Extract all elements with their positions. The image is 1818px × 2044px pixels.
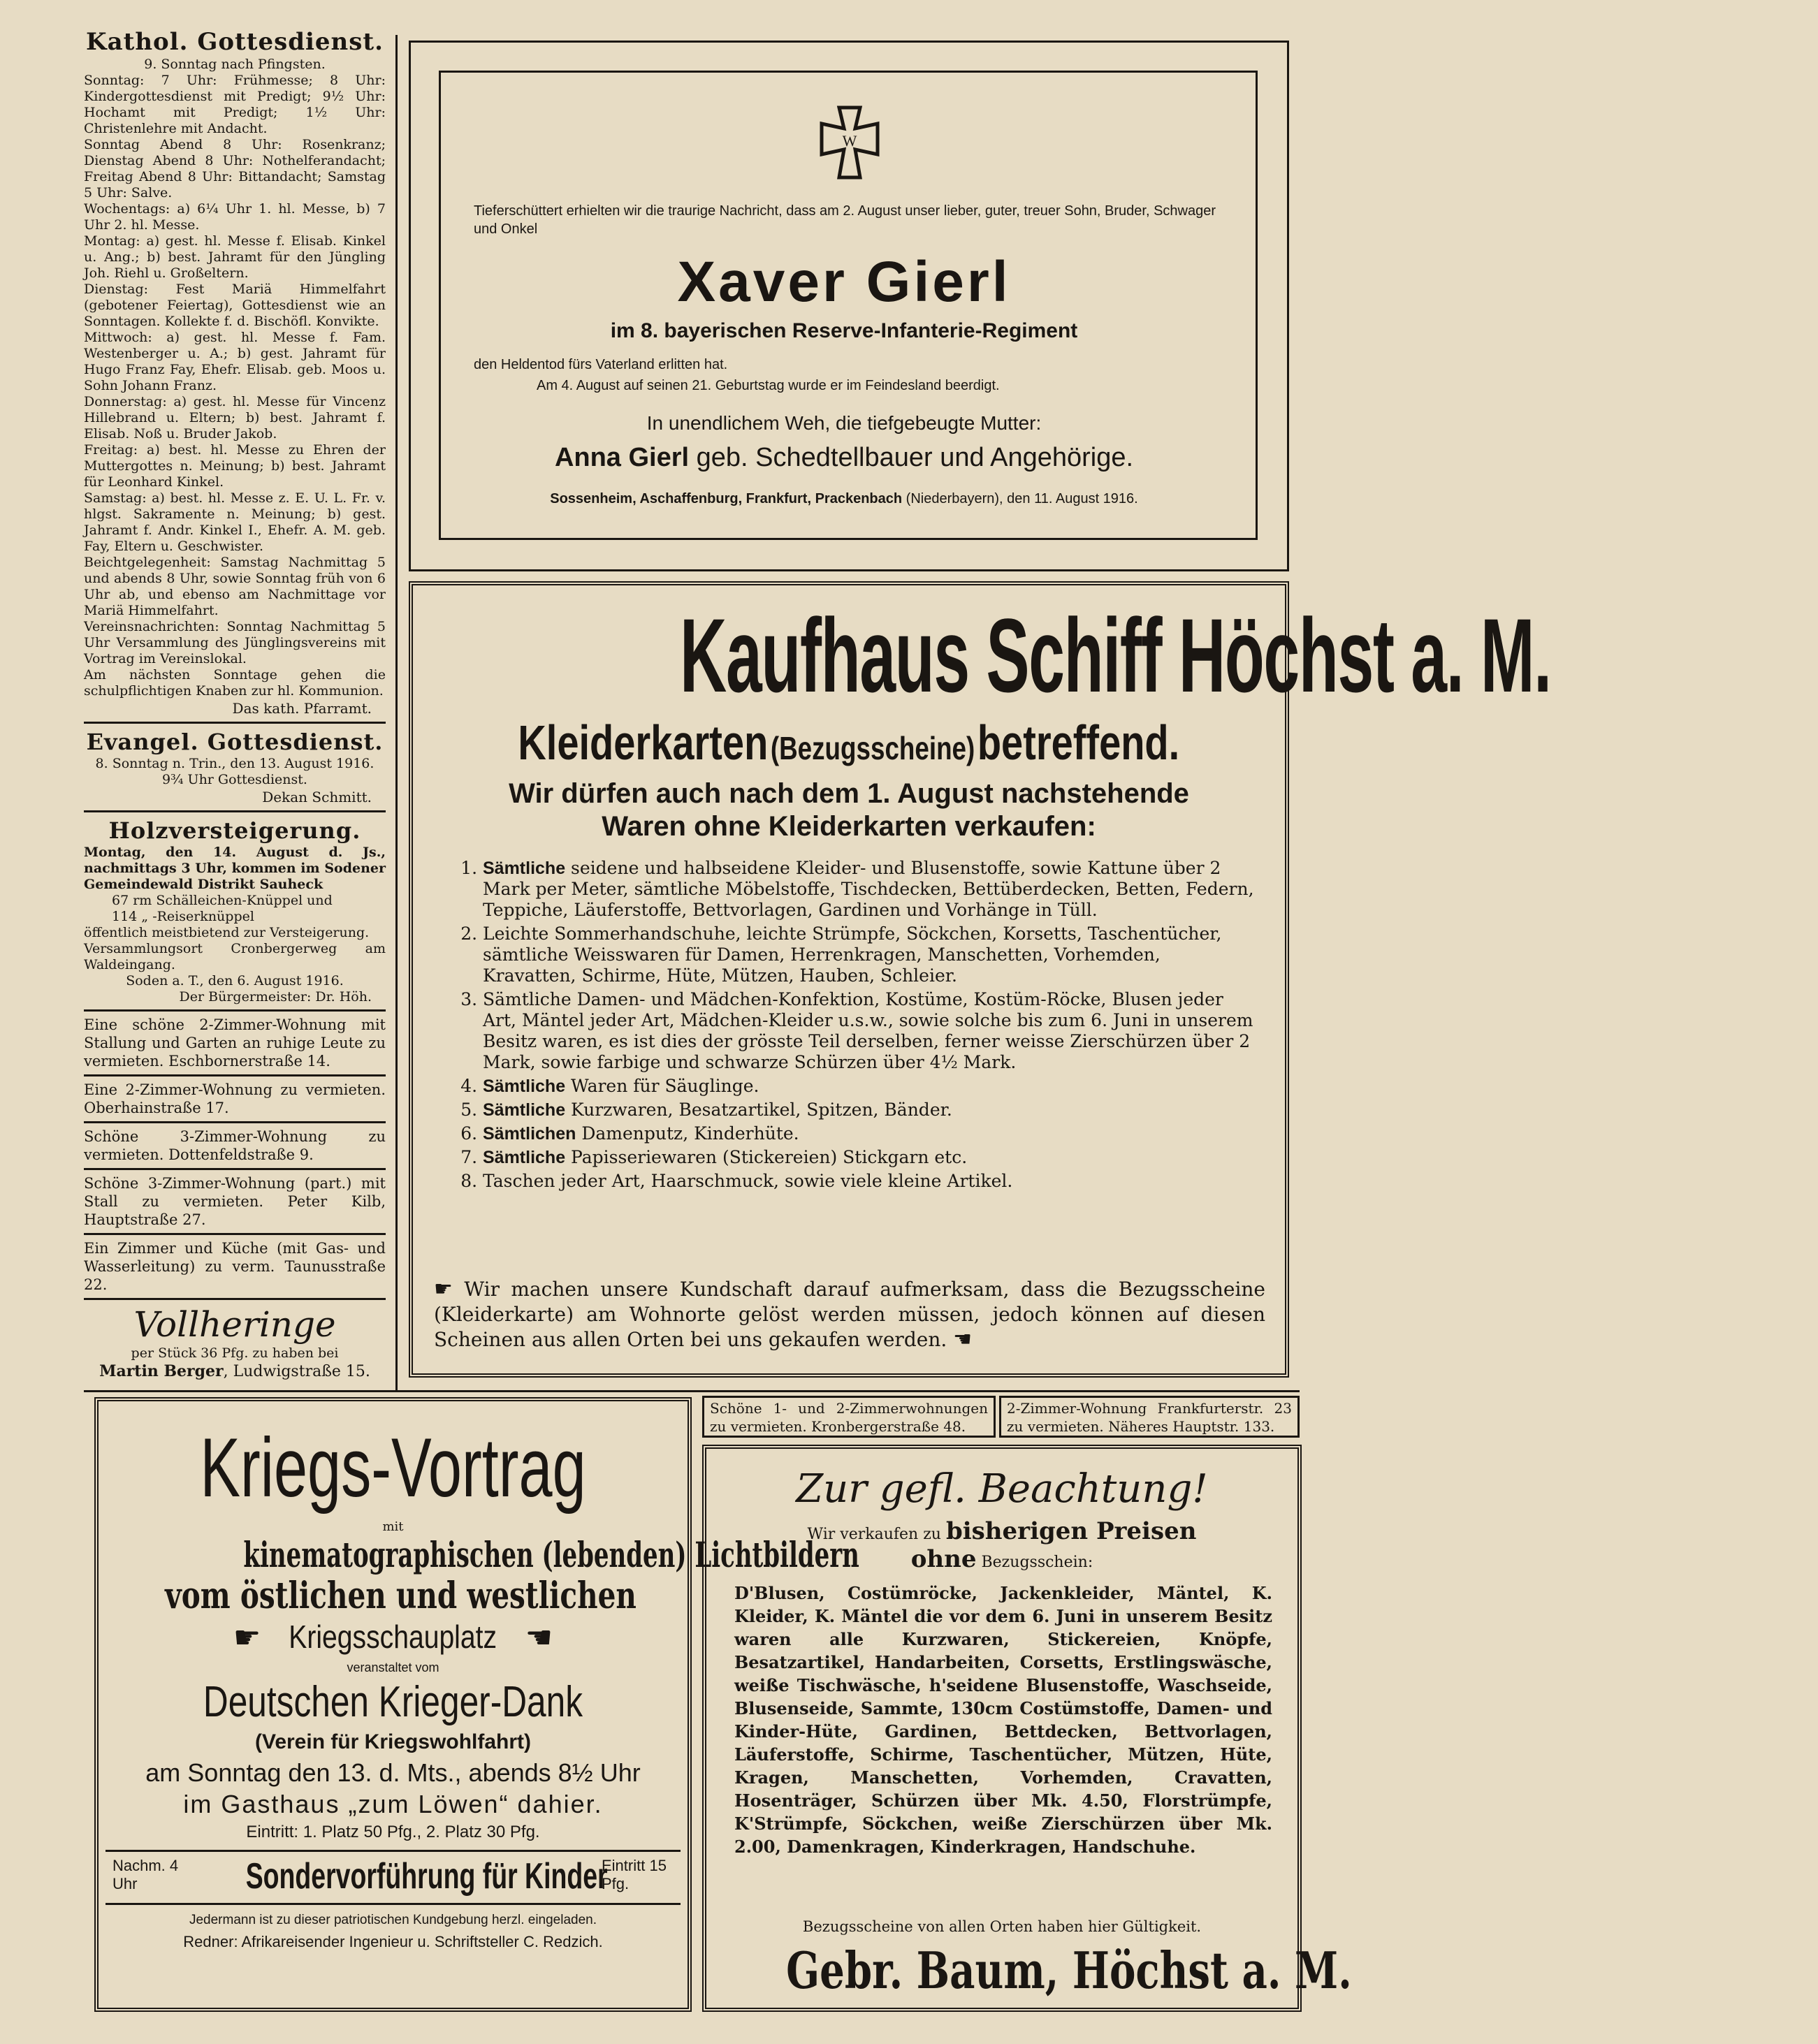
small-ad: Schöne 3-Zimmer-Wohnung (part.) mit Stall zu vermieten. Peter Kilb, Hauptstraße 27. [84, 1175, 386, 1228]
kaufhaus-subtitle [413, 715, 1285, 771]
item-text: seidene und halbseidene Kleider- und Blusenstoffe, sowie Kattune über 2 Mark per Meter, sämtliche Möbelstoffe, Tischdecken, Bettüberdecken, Betten, Federn, Teppiche, Läuferstoffe, Bettvorlagen, Gardinen und Vorhänge in Tüll. [483, 858, 1254, 920]
small-ad: Eine 2-Zimmer-Wohnung zu vermieten. Oberhainstraße 17. [84, 1081, 386, 1116]
kaufhaus-ad [409, 581, 1551, 1378]
vortrag-line3-box [99, 1619, 688, 1656]
holz-signature: Der Bürgermeister: Dr. Höh. [179, 989, 372, 1005]
obituary-intro: Tieferschüttert erhielten wir die traurige Nachricht, dass am 2. August unser lieber, guter, treuer Sohn, Bruder, Schwager und Onkel [474, 203, 1216, 237]
kaufhaus-item [483, 1100, 1258, 1120]
obituary-line: Am 4. August auf seinen 21. Geburtstag wurde er im Feindesland beerdigt. [537, 378, 1000, 393]
divider [84, 1168, 386, 1170]
kath-para: Mittwoch: a) gest. hl. Messe f. Fam. Westenberger u. A.; b) gest. Jahramt für Hugo Franz Fay, Ehefr. Elisab. geb. Moos u. Sohn Johann Franz. [84, 330, 386, 393]
kaufhaus-sub2: (Bezugsscheine) [771, 730, 975, 766]
baum-line2a: ohne [910, 1545, 977, 1573]
small-ad: Ein Zimmer und Küche (mit Gas- und Wasserleitung) zu verm. Taunusstraße 22. [84, 1240, 386, 1293]
kaufhaus-item [483, 858, 1258, 921]
vortrag-sonder-box [175, 1855, 608, 1897]
divider [84, 1121, 386, 1123]
obituary-mother-line [411, 441, 1277, 474]
item-text: Kurzwaren, Besatzartikel, Spitzen, Bänder. [565, 1100, 952, 1120]
kaufhaus-item [483, 989, 1258, 1073]
mid-ad-text: 2-Zimmer-Wohnung Frankfurterstr. 23 zu vermieten. Näheres Hauptstr. 133. [1007, 1400, 1292, 1435]
kath-para: Beichtgelegenheit: Samstag Nachmittag 5 und abends 8 Uhr, sowie Sonntag früh von 6 Uhr ab, und ebenso am Nachmittage vor Mariä Himmelfahrt. [84, 555, 386, 618]
kath-subtitle: 9. Sonntag nach Pfingsten. [144, 57, 326, 72]
baum-ad [702, 1445, 1352, 2012]
holz-text: Versammlungsort Cronbergerweg am Waldeingang. [84, 941, 386, 972]
vortrag-line3: Kriegsschauplatz [289, 1619, 497, 1655]
obituary-places: Sossenheim, Aschaffenburg, Frankfurt, Prackenbach [550, 491, 903, 506]
kaufhaus-footer-box [434, 1277, 1265, 1352]
vortrag-veranst: veranstaltet vom [347, 1660, 439, 1674]
vortrag-footer1: Jedermann ist zu dieser patriotischen Kundgebung herzl. eingeladen. [189, 1913, 597, 1927]
item-text: Waren für Säuglinge. [565, 1076, 759, 1096]
kath-para: Sonntag Abend 8 Uhr: Rosenkranz; Dienstag Abend 8 Uhr: Nothelferandacht; Freitag Abend 8 Uhr: Bittandacht; Samstag 5 Uhr: Salve. [84, 137, 386, 200]
herring-title: Vollheringe [133, 1304, 336, 1345]
vortrag-sonder: Sondervorführung für Kinder [245, 1856, 608, 1897]
item-text: Taschen jeder Art, Haarschmuck, sowie viele kleine Artikel. [483, 1171, 1013, 1191]
divider [106, 1850, 681, 1852]
kaufhaus-title-box [413, 597, 1551, 714]
vortrag-eintritt-kinder: Eintritt 15 Pfg. [602, 1857, 667, 1892]
mother-rest: geb. Schedtellbauer und Angehörige. [696, 443, 1134, 472]
iron-cross-icon [815, 104, 885, 181]
item-text: Sämtliche Damen- und Mädchen-Konfektion, Kostüme, Kostüm-Röcke, Blusen jeder Art, Mäntel jeder Art, Mädchen-Kleider u.s.w., sowie solche bis zum 6. Juni in unserem Besitz waren, es ist dies der grösste Teil derselben, ferner weisse Zierschürzen über 2 Mark, sowie farbige und schwarze Schürzen über 4½ Mark. [483, 989, 1253, 1072]
obituary-line: den Heldentod fürs Vaterland erlitten hat. [474, 357, 728, 372]
vortrag-entry: Eintritt: 1. Platz 50 Pfg., 2. Platz 30 Pfg. [246, 1823, 540, 1841]
divider [84, 1298, 386, 1300]
kaufhaus-sub3: betreffend. [977, 715, 1180, 770]
baum-line2b: Bezugsschein: [981, 1554, 1093, 1571]
kaufhaus-items [441, 858, 1258, 1195]
obituary-places-line [411, 490, 1277, 508]
baum-firm: Gebr. Baum, Höchst a. M. [786, 1941, 1352, 2000]
herring-address: Ludwigstraße 15. [233, 1363, 370, 1380]
vortrag-line2: vom östlichen und westlichen [165, 1575, 637, 1617]
evang-line: 9¾ Uhr Gottesdienst. [162, 772, 307, 787]
kath-para: Wochentags: a) 6¼ Uhr 1. hl. Messe, b) 7 Uhr 2. hl. Messe. [84, 201, 386, 233]
svg-text:W: W [842, 132, 857, 149]
vortrag-line2-box [99, 1576, 688, 1616]
holz-text: 67 rm Schälleichen-Knüppel und [112, 893, 333, 908]
holz-title: Holzversteigerung. [108, 817, 361, 844]
item-bold: Sämtliche [483, 859, 566, 878]
obituary [409, 41, 1289, 571]
divider [84, 1390, 1300, 1392]
baum-line2 [706, 1547, 1297, 1575]
vortrag-footer2: Redner: Afrikareisender Ingenieur u. Schriftsteller C. Redzich. [183, 1933, 603, 1950]
vortrag-nachm: Nachm. 4 Uhr [112, 1857, 179, 1892]
item-bold: Sämtliche [483, 1076, 566, 1096]
item-text: Damenputz, Kinderhüte. [576, 1123, 799, 1144]
mother-name: Anna Gierl [554, 443, 690, 472]
vortrag-org: Deutschen Krieger-Dank [203, 1678, 583, 1726]
baum-validity: Bezugsscheine von allen Orten haben hier Gültigkeit. [802, 1918, 1202, 1935]
divider [84, 810, 386, 812]
item-text: Leichte Sommerhandschuhe, leichte Strümpfe, Söckchen, Korsetts, Taschentücher, sämtliche Weisswaren für Damen, Herrenkragen, Manschetten, Vorhemden, Kravatten, Schirme, Hüte, Mützen, Hauben, Schleier. [483, 924, 1222, 986]
mid-ad-text: Schöne 1- und 2-Zimmerwohnungen zu vermieten. Kronbergerstraße 48. [710, 1400, 988, 1435]
kath-para: Sonntag: 7 Uhr: Frühmesse; 8 Uhr: Kindergottesdienst mit Predigt; 9½ Uhr: Hochamt mit Predigt; 1½ Uhr: Christenlehre mit Andacht. [84, 73, 386, 136]
kaufhaus-lead2: Waren ohne Kleiderkarten verkaufen: [602, 811, 1096, 842]
vortrag-where: im Gasthaus „zum Löwen“ dahier. [183, 1790, 603, 1818]
column-divider [395, 35, 398, 1390]
evang-title: Evangel. Gottesdienst. [86, 729, 384, 755]
baum-line1b: bisherigen Preisen [945, 1517, 1197, 1545]
divider [84, 1009, 386, 1012]
baum-line1a: Wir verkaufen zu [807, 1526, 941, 1543]
pointing-hand-icon: ☛ [434, 1277, 453, 1301]
kaufhaus-item [483, 1076, 1258, 1097]
kath-para: Freitag: a) best. hl. Messe zu Ehren der Muttergottes n. Meinung; b) best. Jahramt für Leonhard Kinkel. [84, 442, 386, 490]
item-text: Papisseriewaren (Stickereien) Stickgarn etc. [565, 1147, 968, 1167]
kaufhaus-lead1: Wir dürfen auch nach dem 1. August nachstehende [509, 778, 1189, 809]
kaufhaus-title: Kaufhaus Schiff Höchst a. M. [680, 597, 1551, 714]
kath-para: Donnerstag: a) gest. hl. Messe für Vincenz Hillebrand u. Eltern; b) best. Jahramt f. Elisab. Noß u. Bruder Jakob. [84, 394, 386, 441]
kaufhaus-subtitle-text [518, 715, 1180, 771]
obituary-name: Xaver Gierl [677, 250, 1011, 314]
divider [106, 1903, 681, 1905]
kaufhaus-footer: Wir machen unsere Kundschaft darauf aufmerksam, dass die Bezugsscheine (Kleiderkarte) am Wohnorte gelöst werden müssen, jedoch können auf diesen Scheinen aus allen Orten bei uns gekaufen werden. [434, 1278, 1266, 1351]
vortrag-mit: mit [382, 1519, 404, 1534]
obituary-regiment: im 8. bayerischen Reserve-Infanterie-Regiment [610, 319, 1078, 342]
vortrag-title: Kriegs-Vortrag [200, 1421, 586, 1514]
kath-para: Vereinsnachrichten: Sonntag Nachmittag 5 Uhr Versammlung des Jünglingsvereins mit Vortrag im Vereinslokal. [84, 619, 386, 666]
vortrag-when: am Sonntag den 13. d. Mts., abends 8½ Uhr [145, 1758, 641, 1787]
holz-text: Montag, den 14. August d. Js., nachmittags 3 Uhr, kommen im Sodener Gemeindewald Distrikt Sauheck [84, 845, 386, 892]
vortrag-title-box [99, 1422, 688, 1513]
mid-ad-1 [702, 1396, 996, 1438]
baum-line1 [706, 1519, 1297, 1547]
kaufhaus-item [483, 1123, 1258, 1144]
herring-seller-line: Martin Berger, Ludwigstraße 15. [99, 1362, 370, 1380]
mid-ad-2 [999, 1396, 1300, 1438]
divider [84, 1074, 386, 1076]
item-bold: Sämtlichen [483, 1124, 576, 1144]
herring-seller: Martin Berger [99, 1362, 224, 1380]
pointing-hand-icon: ☚ [953, 1327, 973, 1352]
pointing-hand-icon: ☚ [525, 1620, 553, 1656]
evang-signature: Dekan Schmitt. [262, 789, 372, 805]
kaufhaus-item [483, 924, 1258, 986]
vortrag-line1: kinematographischen (lebenden) Lichtbildern [243, 1534, 859, 1575]
small-ad: Eine schöne 2-Zimmer-Wohnung mit Stallung und Garten an ruhige Leute zu vermieten. Eschbornerstraße 14. [84, 1016, 386, 1070]
herring-line: per Stück 36 Pfg. zu haben bei [131, 1345, 339, 1361]
holz-date: Soden a. T., den 6. August 1916. [126, 973, 344, 988]
kath-para: Dienstag: Fest Mariä Himmelfahrt (gebotener Feiertag), Gottesdienst wie an Sonntagen. Kollekte f. d. Bischöfl. Konvikte. [84, 282, 386, 329]
pointing-hand-icon: ☛ [233, 1620, 261, 1656]
baum-firm-box [706, 1941, 1352, 2000]
obituary-places-rest: (Niederbayern), den 11. August 1916. [906, 491, 1138, 506]
vortrag-org-box [99, 1677, 688, 1728]
item-bold: Sämtliche [483, 1100, 566, 1120]
holz-text: öffentlich meistbietend zur Versteigerung. [84, 925, 370, 940]
vortrag-org-sub: (Verein für Kriegswohlfahrt) [254, 1730, 532, 1753]
kaufhaus-item [483, 1171, 1258, 1192]
obituary-mourning: In unendlichem Weh, die tiefgebeugte Mutter: [646, 412, 1042, 434]
divider [84, 1233, 386, 1235]
kath-para: Am nächsten Sonntage gehen die schulpflichtigen Knaben zur hl. Kommunion. [84, 667, 386, 699]
divider [84, 722, 386, 724]
evang-line: 8. Sonntag n. Trin., den 13. August 1916. [95, 756, 374, 771]
baum-body: D'Blusen, Costümröcke, Jackenkleider, Mäntel, K. Kleider, K. Mäntel die vor dem 6. Juni in unserem Besitz waren alle Kurzwaren, Stickereien, Knöpfe, Besatzartikel, Handarbeiten, Corsetts, Erstlingswäsche, weiße Tischwäsche, h'seidene Blusenstoffe, Waschseide, Blusenseide, Sammte, 130cm Costümstoffe, Damen- und Kinder-Hüte, Gardinen, Bettdecken, Bettvorlagen, Läuferstoffe, Schirme, Taschentücher, Mützen, Hüte, Kragen, Manschetten, Vorhemden, Cravatten, Hosenträger, Schürzen über Mk. 4.50, Florstrümpfe, K'Strümpfe, Söckchen, weiße Zierschürzen über Mk. 2.00, Damenkragen, Kinderkragen, Handschuhe. [734, 1583, 1272, 1857]
left-column [84, 28, 386, 1390]
baum-title: Zur gefl. Beachtung! [796, 1466, 1208, 1512]
vortrag-line1-box [99, 1534, 859, 1575]
kath-signature: Das kath. Pfarramt. [232, 700, 372, 717]
kath-para: Samstag: a) best. hl. Messe z. E. U. L. Fr. v. hlgst. Sakramente n. Meinung; b) gest. Jahramt f. Andr. Kinkel I., Ehefr. A. M. geb. Fay, Eltern u. Geschwister. [84, 490, 386, 554]
kaufhaus-sub1: Kleiderkarten [518, 715, 769, 770]
kath-para: Montag: a) gest. hl. Messe f. Elisab. Kinkel u. Ang.; b) best. Jahramt für den Jüngling Joh. Riehl u. Großeltern. [84, 233, 386, 281]
kath-title: Kathol. Gottesdienst. [86, 28, 384, 56]
item-bold: Sämtliche [483, 1148, 566, 1167]
kaufhaus-item [483, 1147, 1258, 1168]
holz-text: 114 „ -Reiserknüppel [112, 909, 254, 924]
small-ad: Schöne 3-Zimmer-Wohnung zu vermieten. Dottenfeldstraße 9. [84, 1128, 386, 1163]
